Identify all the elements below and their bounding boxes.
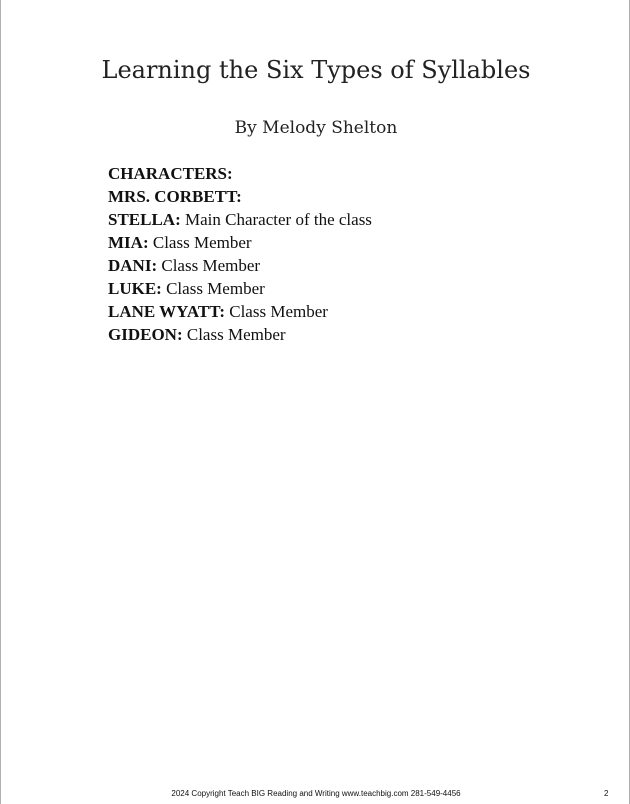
character-entry-mrs-corbett xyxy=(108,185,372,208)
character-entry-stella xyxy=(108,208,372,231)
page-title: Learning the Six Types of Syllables xyxy=(101,56,531,84)
character-entry-mia xyxy=(108,231,372,254)
character-role: Class Member xyxy=(157,256,261,275)
character-entry-luke xyxy=(108,277,372,300)
character-role: Class Member xyxy=(148,233,252,252)
character-name: STELLA: xyxy=(108,210,181,229)
author-line: By Melody Shelton xyxy=(234,118,398,138)
copyright-footer: 2024 Copyright Teach BIG Reading and Writing www.teachbig.com 281-549-4456 xyxy=(171,789,461,798)
characters-heading-text: CHARACTERS: xyxy=(108,164,233,183)
character-role: Class Member xyxy=(182,325,286,344)
character-role: Class Member xyxy=(224,302,328,321)
character-entry-gideon xyxy=(108,323,372,346)
character-role: Main Character of the class xyxy=(180,210,372,229)
character-entry-dani xyxy=(108,254,372,277)
character-role: Class Member xyxy=(161,279,265,298)
character-entry-lane-wyatt xyxy=(108,300,372,323)
character-name: DANI: xyxy=(108,256,158,275)
character-name: MIA: xyxy=(108,233,149,252)
character-name: LUKE: xyxy=(108,279,162,298)
page-number: 2 xyxy=(604,789,609,798)
character-name: MRS. CORBETT: xyxy=(108,187,242,206)
character-list xyxy=(108,162,372,346)
characters-heading xyxy=(108,162,372,185)
character-name: LANE WYATT: xyxy=(108,302,225,321)
character-name: GIDEON: xyxy=(108,325,183,344)
